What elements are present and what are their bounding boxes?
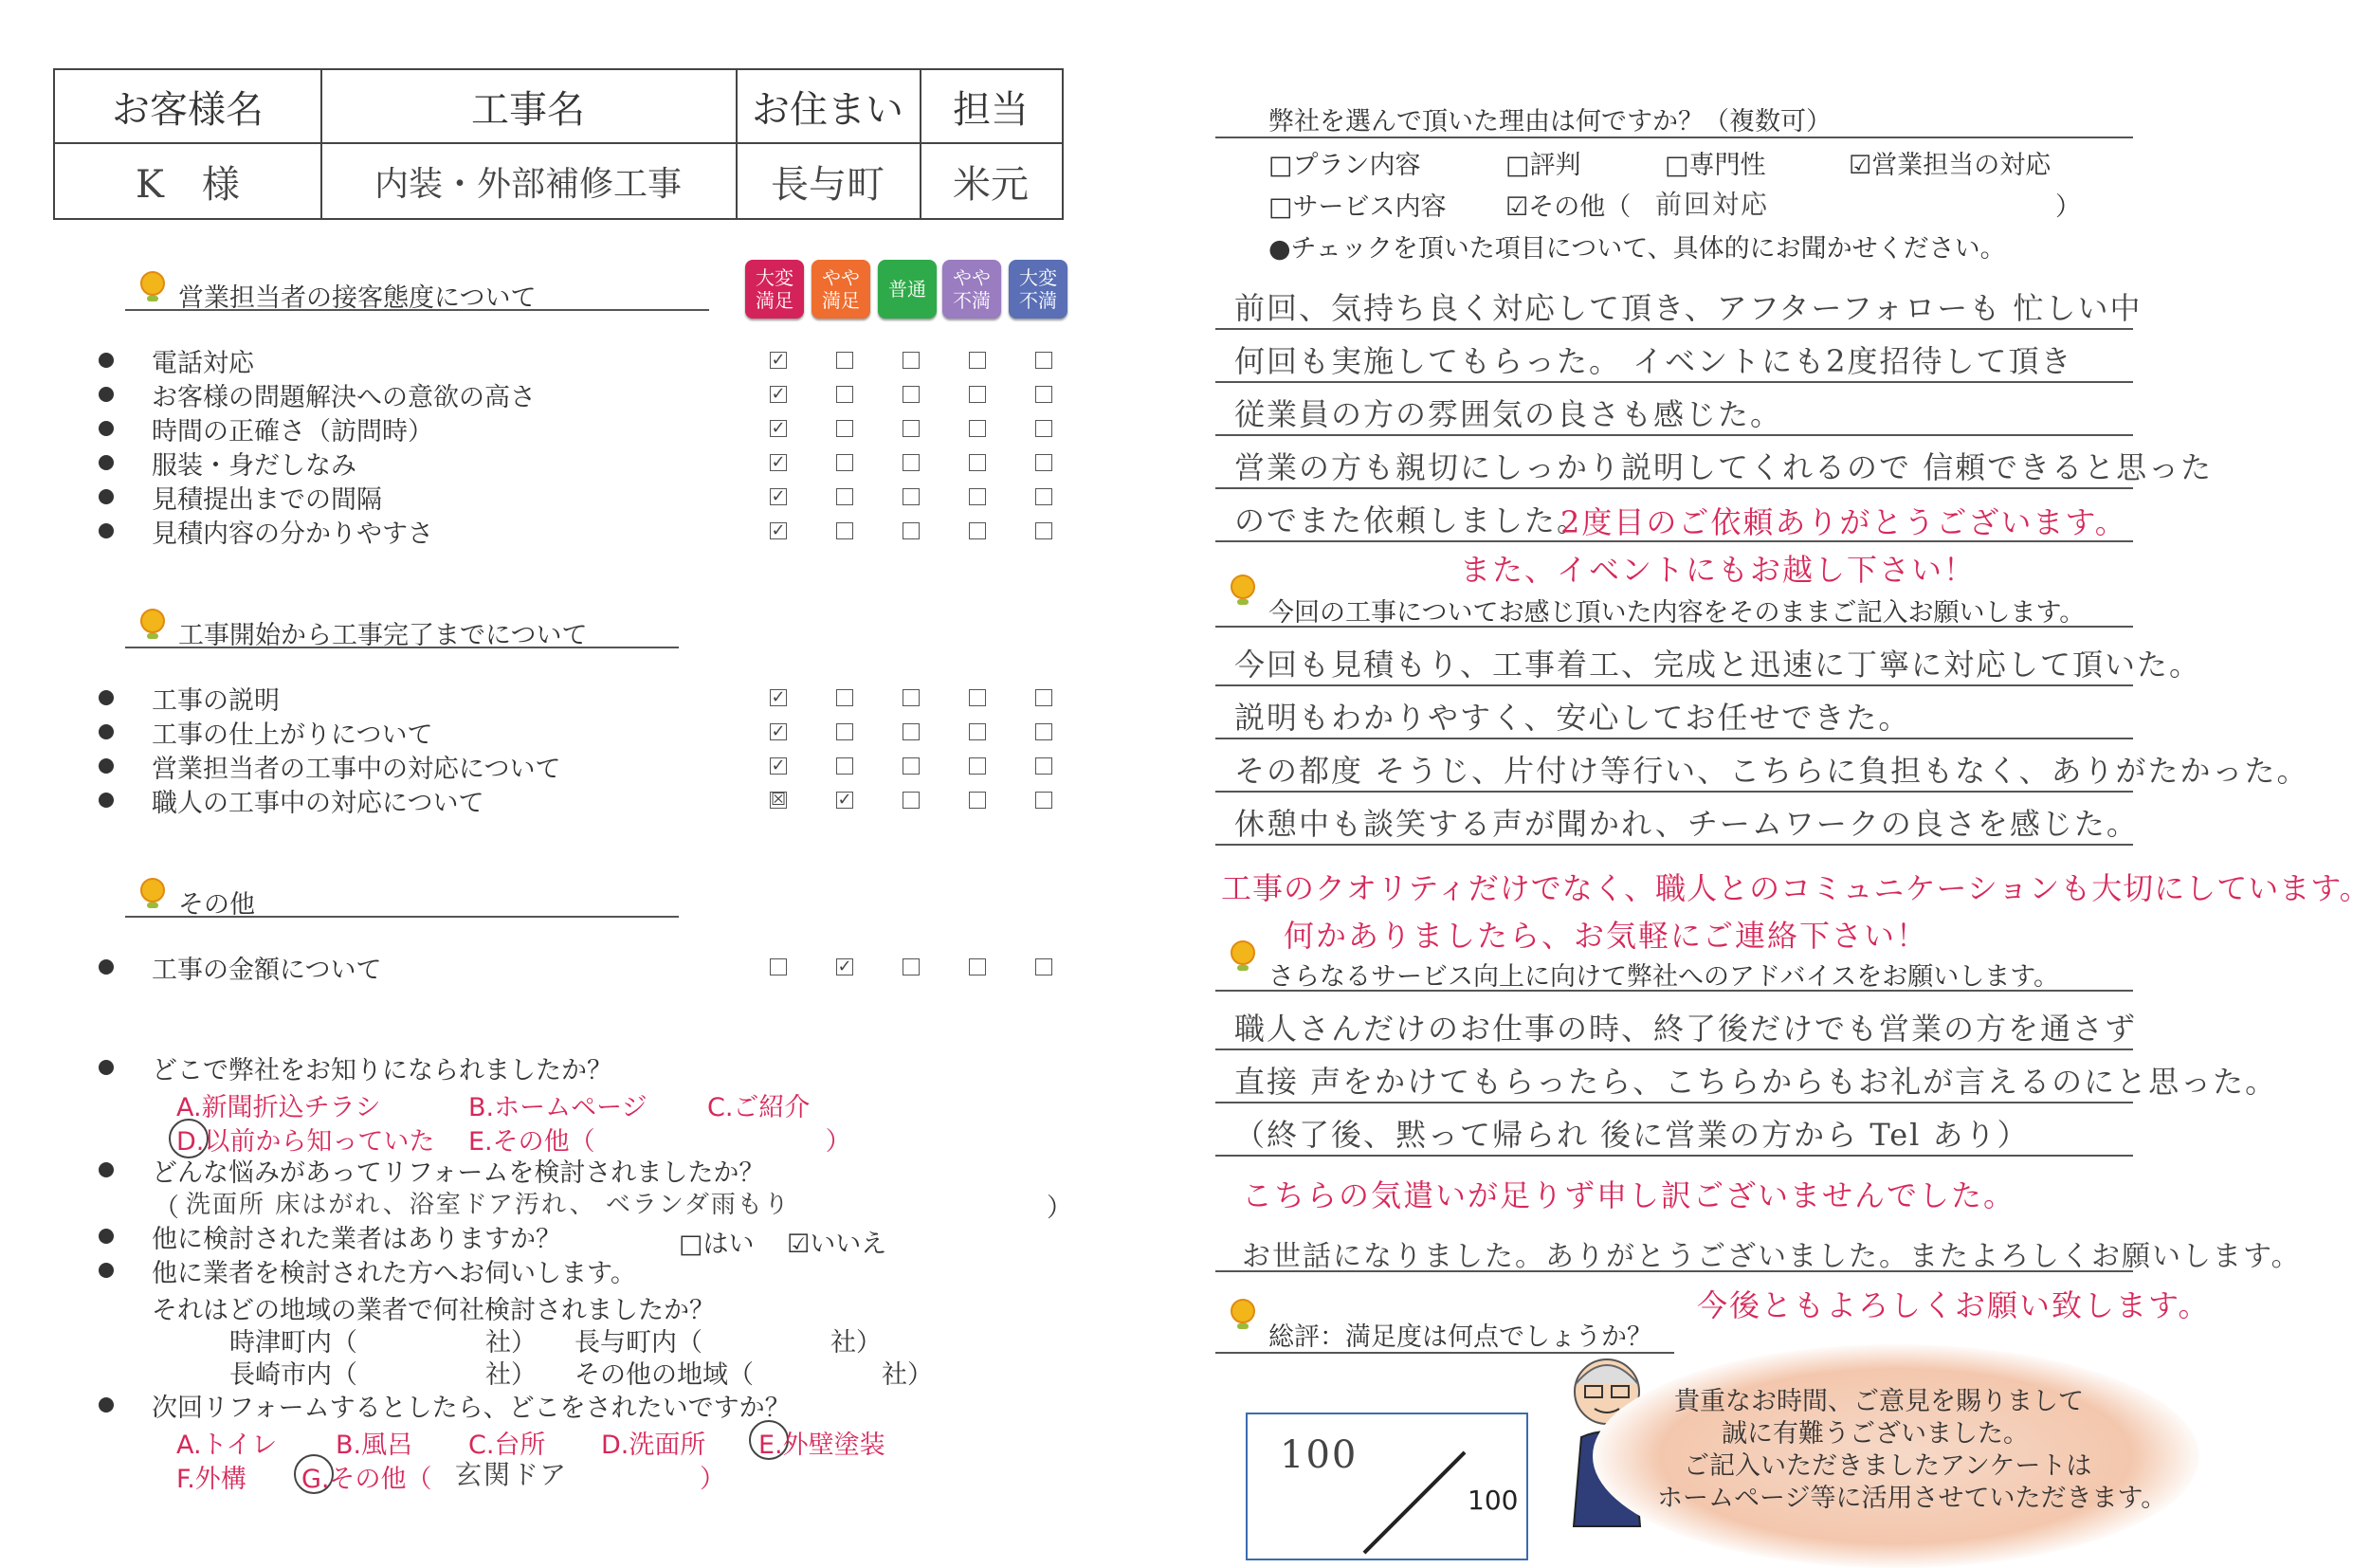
- staff-label: 担当: [953, 87, 1029, 132]
- rating-item: [102, 446, 356, 480]
- rating-checkbox[interactable]: [969, 488, 986, 505]
- score-value: 100: [1280, 1433, 1359, 1477]
- score-title: 総評：満足度は何点でしょうか？: [1268, 1322, 1652, 1352]
- area-nagayo: 長与町内（ 社）: [575, 1328, 882, 1358]
- handwritten-line: 営業の方も親切にしっかり説明してくれるので 信頼できると思った: [1234, 449, 2214, 485]
- rating-checkbox[interactable]: [1035, 958, 1052, 975]
- reason-sales: ☑営業担当の対応: [1849, 151, 2052, 180]
- rating-checkbox[interactable]: ✓: [771, 721, 786, 741]
- rating-checkbox[interactable]: ✓: [771, 384, 786, 404]
- rating-checkbox[interactable]: ✓: [837, 790, 852, 810]
- rating-checkbox[interactable]: [1035, 757, 1052, 775]
- advice-line-4: お世話になりました。ありがとうございました。またよろしくお願いします。: [1242, 1240, 2302, 1273]
- rating-checkbox[interactable]: [1035, 522, 1052, 539]
- rating-checkbox[interactable]: [903, 454, 920, 471]
- rating-item-label: 職人の工事中の対応について: [152, 788, 484, 818]
- address-label: お住まい: [752, 87, 903, 132]
- next-f: F.外構: [176, 1465, 246, 1494]
- rating-item: [102, 749, 560, 783]
- rating-checkbox[interactable]: [903, 420, 920, 437]
- rating-item-label: 工事の金額について: [152, 955, 382, 985]
- rating-checkbox[interactable]: [1035, 723, 1052, 740]
- rating-checkbox[interactable]: [1035, 689, 1052, 706]
- rating-checkbox[interactable]: [1035, 352, 1052, 369]
- handwritten-line: （終了後、黙って帰られ 後に営業の方から Tel あり）: [1234, 1117, 2030, 1153]
- area-nagasaki: 長崎市内（ 社）: [229, 1360, 537, 1390]
- rating-item-label: 見積内容の分かりやすさ: [152, 519, 433, 549]
- rating-item-label: お客様の問題解決への意欲の高さ: [152, 382, 536, 412]
- address-value: 長与町: [771, 162, 885, 207]
- rating-checkbox[interactable]: [969, 386, 986, 403]
- customer-name-label: お客様名: [112, 87, 264, 132]
- rating-scale-badge: 大変不満: [1009, 260, 1067, 319]
- question-know: どこで弊社をお知りになられましたか？: [102, 1050, 612, 1085]
- worry-close: ）: [1047, 1194, 1072, 1223]
- option-b: B.ホームページ: [468, 1093, 647, 1122]
- thanks-line-4: ホームページ等に活用させていただきます。: [1657, 1484, 2167, 1513]
- work-name-value: 内装・外部補修工事: [374, 164, 682, 204]
- reason-plan: □プラン内容: [1268, 151, 1421, 180]
- rating-item: [102, 377, 536, 411]
- reason-expertise: □専門性: [1665, 151, 1766, 180]
- rating-checkbox[interactable]: [1035, 792, 1052, 809]
- section-title-other: その他: [125, 884, 679, 918]
- rating-item: [102, 715, 432, 749]
- rating-checkbox[interactable]: [1035, 386, 1052, 403]
- question-area: 他に業者を検討された方へお伺いします。: [102, 1253, 636, 1287]
- next-b: B.風呂: [336, 1431, 413, 1460]
- next-a: A.トイレ: [176, 1431, 278, 1460]
- rating-item: [102, 950, 381, 984]
- rating-checkbox[interactable]: ✓: [771, 452, 786, 472]
- rating-checkbox[interactable]: [903, 723, 920, 740]
- section-title-sales: 営業担当者の接客態度について: [125, 277, 709, 311]
- handwritten-line: 今回も見積もり、工事着工、完成と迅速に丁寧に対応して頂いた。: [1234, 647, 2202, 683]
- reason-reply-2: また、イベントにもお越し下さい！: [1460, 552, 1977, 588]
- rating-checkbox[interactable]: [903, 958, 920, 975]
- rating-item: [102, 480, 382, 514]
- rating-checkbox[interactable]: [903, 522, 920, 539]
- question-next: 次回リフォームするとしたら、どこをされたいですか？: [102, 1388, 791, 1422]
- rating-checkbox[interactable]: [969, 454, 986, 471]
- advice-reply-1: こちらの気遣いが足りず申し訳ございませんでした。: [1242, 1177, 2016, 1213]
- section-title-construction: 工事開始から工事完了までについて: [125, 614, 679, 648]
- handwritten-line: 職人さんだけのお仕事の時、終了後だけでも営業の方を通さず: [1234, 1011, 2138, 1047]
- area-other: その他の地域（ 社）: [575, 1360, 933, 1390]
- reason-reputation: □評判: [1505, 151, 1581, 180]
- answer-yes: □はい: [679, 1230, 755, 1259]
- impression-reply-2: 何かありましたら、お気軽にご連絡下さい！: [1284, 918, 1929, 954]
- handwritten-line: 従業員の方の雰囲気の良さも感じた。: [1234, 396, 1783, 432]
- rating-checkbox[interactable]: [969, 522, 986, 539]
- rating-checkbox[interactable]: [836, 352, 853, 369]
- advice-reply-2: 今後ともよろしくお願い致します。: [1697, 1287, 2211, 1323]
- rating-item-label: 工事の仕上がりについて: [152, 720, 433, 750]
- question-worry: どんな悩みがあってリフォームを検討されましたか？: [102, 1153, 764, 1187]
- rating-checkbox[interactable]: [903, 488, 920, 505]
- handwritten-line: のでまた依頼しました。: [1234, 502, 1590, 538]
- area-tokitsu: 時津町内（ 社）: [229, 1328, 537, 1358]
- option-e: E.その他（ ）: [468, 1127, 851, 1157]
- handwritten-line: 何回も実施してもらった。 イベントにも2度招待して頂き: [1234, 343, 2073, 379]
- impression-title: 今回の工事についてお感じ頂いた内容をそのままご記入お願いします。: [1268, 598, 2086, 628]
- worry-answer: 洗面所 床はがれ、浴室ドア汚れ、 ベランダ雨もり: [186, 1191, 791, 1219]
- reason-service: □サービス内容: [1268, 192, 1447, 222]
- rating-checkbox[interactable]: ✓: [771, 486, 786, 506]
- bulb-icon: [1231, 1299, 1255, 1323]
- rating-checkbox[interactable]: ✓: [837, 957, 852, 976]
- rating-checkbox[interactable]: [969, 420, 986, 437]
- rating-item: [102, 514, 433, 548]
- rating-checkbox[interactable]: [836, 454, 853, 471]
- staff-value: 米元: [953, 162, 1029, 207]
- thanks-line-3: ご記入いただきましたアンケートは: [1684, 1451, 2092, 1481]
- rating-checkbox[interactable]: [836, 689, 853, 706]
- bulb-icon: [1231, 574, 1255, 599]
- next-c: C.台所: [468, 1431, 546, 1460]
- rating-checkbox[interactable]: [770, 958, 787, 975]
- handwritten-line: 休憩中も談笑する声が聞かれ、チームワークの良さを感じた。: [1234, 806, 2139, 842]
- rating-checkbox[interactable]: [903, 689, 920, 706]
- rating-checkbox[interactable]: [836, 488, 853, 505]
- thanks-line-1: 貴重なお時間、ご意見を賜りまして: [1674, 1387, 2084, 1416]
- next-d: D.洗面所: [601, 1431, 706, 1460]
- customer-info-table: [53, 68, 1064, 220]
- work-name-label: 工事名: [471, 87, 585, 132]
- rating-item: [102, 411, 433, 446]
- rating-checkbox[interactable]: ✓: [771, 350, 786, 370]
- worry-open: （: [154, 1194, 179, 1223]
- rating-scale-badge: やや不満: [942, 260, 1001, 319]
- rating-checkbox[interactable]: [969, 792, 986, 809]
- reason-other: ☑その他（: [1505, 192, 1632, 222]
- customer-name-value: K 様: [136, 162, 240, 207]
- rating-checkbox[interactable]: [1035, 488, 1052, 505]
- rating-checkbox[interactable]: [969, 723, 986, 740]
- rating-item-label: 時間の正確さ（訪問時）: [152, 416, 433, 447]
- rating-checkbox[interactable]: [836, 757, 853, 775]
- rating-item: [102, 783, 483, 817]
- rating-checkbox[interactable]: [969, 757, 986, 775]
- handwritten-line: 前回、気持ち良く対応して頂き、アフターフォローも 忙しい中: [1234, 290, 2143, 326]
- next-g-answer: 玄関ドア: [455, 1459, 569, 1490]
- reason-reply-1: 2度目のご依頼ありがとうございます。: [1560, 504, 2127, 540]
- handwritten-line: その都度 そうじ、片付け等行い、こちらに負担もなく、ありがたかった。: [1234, 753, 2309, 789]
- advice-title: さらなるサービス向上に向けて弊社へのアドバイスをお願いします。: [1268, 962, 2060, 992]
- rating-scale-badge: やや満足: [812, 260, 870, 319]
- option-d: D.以前から知っていた: [176, 1127, 435, 1157]
- next-g-close: ）: [700, 1465, 725, 1494]
- rating-checkbox[interactable]: ✓: [771, 756, 786, 775]
- rating-checkbox[interactable]: [903, 792, 920, 809]
- handwritten-line: 説明もわかりやすく、安心してお任せできた。: [1234, 700, 1911, 736]
- rating-item: [102, 343, 254, 377]
- rating-scale-badge: 普通: [878, 260, 937, 319]
- rating-checkbox[interactable]: ☒: [771, 790, 787, 810]
- rating-item: [102, 681, 280, 715]
- rating-checkbox[interactable]: [836, 420, 853, 437]
- rating-checkbox[interactable]: [969, 352, 986, 369]
- rating-checkbox[interactable]: [1035, 454, 1052, 471]
- rating-checkbox[interactable]: [836, 386, 853, 403]
- rating-checkbox[interactable]: ✓: [771, 418, 786, 438]
- rating-item-label: 電話対応: [152, 348, 254, 378]
- option-a: A.新聞折込チラシ: [176, 1093, 381, 1122]
- rating-checkbox[interactable]: [969, 958, 986, 975]
- next-g: G.その他（: [301, 1465, 432, 1494]
- reason-other-close: ）: [2055, 192, 2081, 222]
- rating-item-label: 服装・身だしなみ: [152, 450, 356, 481]
- rating-checkbox[interactable]: [836, 723, 853, 740]
- next-e: E.外壁塗装: [758, 1431, 885, 1460]
- reason-other-answer: 前回対応: [1655, 189, 1770, 220]
- rating-item-label: 工事の説明: [152, 685, 280, 716]
- rating-checkbox[interactable]: [903, 757, 920, 775]
- option-c: C.ご紹介: [707, 1093, 811, 1122]
- reason-question: 弊社を選んで頂いた理由は何ですか？（複数可）: [1268, 107, 1832, 137]
- rating-checkbox[interactable]: [903, 352, 920, 369]
- rating-scale-badge: 大変満足: [745, 260, 804, 319]
- rating-checkbox[interactable]: ✓: [771, 687, 786, 707]
- rating-checkbox[interactable]: [836, 522, 853, 539]
- rating-item-label: 営業担当者の工事中の対応について: [152, 754, 561, 784]
- reason-prompt: ●チェックを頂いた項目について、具体的にお聞かせください。: [1268, 234, 2006, 264]
- rating-checkbox[interactable]: [1035, 420, 1052, 437]
- thanks-line-2: 誠に有難うございました。: [1722, 1419, 2029, 1449]
- question-area-2: それはどの地域の業者で何社検討されましたか？: [152, 1296, 715, 1325]
- impression-reply-1: 工事のクオリティだけでなく、職人とのコミュニケーションも大切にしています。: [1221, 870, 2371, 906]
- rating-checkbox[interactable]: ✓: [771, 520, 786, 540]
- answer-no: ☑いいえ: [787, 1230, 887, 1259]
- handwritten-line: 直接 声をかけてもらったら、こちらからもお礼が言えるのにと思った。: [1234, 1064, 2278, 1100]
- bulb-icon: [1231, 940, 1255, 965]
- rating-item-label: 見積提出までの間隔: [152, 484, 382, 515]
- rating-checkbox[interactable]: [969, 689, 986, 706]
- question-other-vendors: 他に検討された業者はありますか？: [102, 1219, 561, 1253]
- rating-checkbox[interactable]: [903, 386, 920, 403]
- score-max: 100: [1468, 1485, 1519, 1516]
